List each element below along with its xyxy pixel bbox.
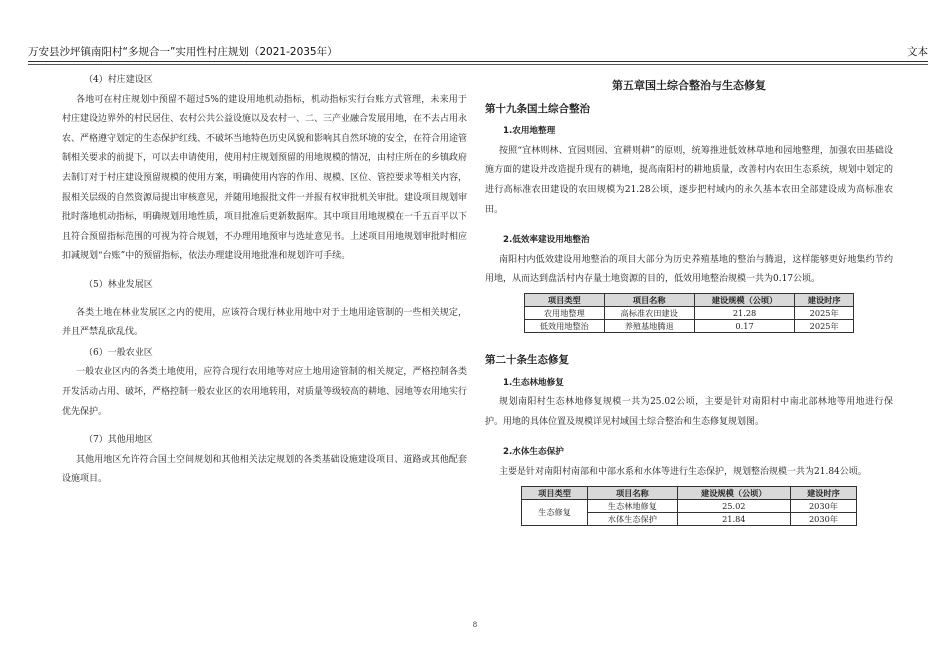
table-cell: 农用地整理	[525, 306, 605, 319]
table-cell: 2025年	[795, 319, 854, 332]
forestry-paragraph: 各类土地在林业发展区之内的使用，应该符合现行林业用地中对于土地用途管制的一些相关规定，并且严禁乱砍乱伐。	[62, 307, 467, 338]
other-land-heading: （7）其他用地区	[84, 435, 153, 446]
table-cell: 0.17	[694, 319, 795, 332]
village-construction-paragraph: 各地可在村庄规划中预留不超过5%的建设用地机动指标，机动指标实行台账方式管理，未来用于村庄建设边界外的村民居住、农村公共公益设施以及农村一、二、三产业融合发展用地，在不去占用永农、严格遵守划定的生态保护红线、不破坏当地特色历史风貌和影响其自然环境的安全，在符合用途管制相关要求的前提下，可以去申请使用，使用村庄规划预留的用地规模的情况，由村庄所在的乡镇政府去制订对于村庄建设预留规模的使用方案，明确使用内容的作用、规模、区位、管控要求等相关内容，报相关层级的自然资源局提出审核意见，并随用地报批文件一并报有权审批机关审批。建设项目规划审批时落地机动指标，明确规划用地性质，项目批准后更新数据库。其中项目用地规模在一千五百平以下且符合预留指标范围的可视为符合规划，不办理用地预审与选址意见书。上述项目用地规划审批时相应扣减规划“台账”中的预留指标，依法办理建设用地批准和规划许可手续。	[62, 94, 468, 262]
table-cell: 高标准农田建设	[604, 306, 694, 319]
table-row	[525, 306, 854, 319]
table-cell: 25.02	[677, 499, 790, 512]
table-header-row	[525, 293, 854, 306]
table-cell: 水体生态保护	[588, 512, 678, 525]
table-header-cell: 项目名称	[604, 293, 694, 306]
farmland-consolidation-paragraph: 按照“宜林则林、宜园则园、宜耕则耕”的原则，统筹推进低效林草地和园地整理，加强农田基础设施方面的建设并改造提升现有的耕地，提高南阳村的耕地质量，改善村内农田生态系统，规划中划定的进行高标准农田建设的农田规模为21.28公顷，逐步把村域内的永久基本农田全部建设成为高标准农田。	[485, 145, 893, 215]
table-cell: 低效用地整治	[525, 319, 605, 332]
ecological-restoration-table	[521, 486, 857, 526]
table-cell: 2025年	[795, 306, 854, 319]
water-protection-title: 2.水体生态保护	[503, 447, 564, 458]
table-header-cell: 建设时序	[795, 293, 854, 306]
table-row	[525, 319, 854, 332]
table-header-cell: 建设规模（公顷）	[694, 293, 795, 306]
water-protection-paragraph: 主要是针对南阳村南部和中部水系和水体等进行生态保护，规划整治规模一共为21.84公顷。	[499, 466, 867, 477]
inefficient-land-title: 2.低效率建设用地整治	[503, 235, 590, 246]
table-cell: 2030年	[790, 499, 856, 512]
table-cell: 2030年	[790, 512, 856, 525]
other-land-paragraph: 其他用地区允许符合国土空间规划和其他相关法定规划的各类基础设施建设项目、道路或其他配套设施项目。	[62, 454, 467, 485]
village-construction-heading: （4）村庄建设区	[84, 75, 153, 85]
table-header-row	[522, 486, 857, 499]
table-header-cell: 项目名称	[588, 486, 678, 499]
forestry-heading: （5）林业发展区	[84, 279, 153, 290]
farmland-paragraph: 一般农业区内的各类土地使用，应符合现行农用地等对应土地用途管制的相关规定，严格控制各类开发活动占用、破坏，严格控制一般农业区的农用地转用，对质量等级较高的耕地、园地等农用地实行优先保护。	[62, 367, 468, 417]
farmland-heading: （6）一般农业区	[84, 347, 153, 358]
page-header	[28, 38, 928, 60]
inefficient-land-paragraph: 南阳村内低效建设用地整治的项目大部分为历史养殖基地的整治与腾退，这样能够更好地集约节约用地，从而达到盘活村内存量土地资源的目的，低效用地整治规模一共为0.17公顷。	[485, 254, 893, 285]
article-20-title: 第二十条生态修复	[485, 353, 569, 366]
table-cell: 生态修复	[522, 499, 588, 525]
table-cell: 生态林地修复	[588, 499, 678, 512]
table-header-cell: 建设时序	[790, 486, 856, 499]
document-type-label: 文本	[907, 46, 928, 58]
farmland-consolidation-title: 1.农用地整理	[503, 126, 556, 137]
chapter-title: 第五章国土综合整治与生态修复	[612, 79, 766, 92]
table-header-cell: 项目类型	[522, 486, 588, 499]
forest-restoration-paragraph: 规划南阳村生态林地修复规模一共为25.02公顷，主要是针对南阳村中南北部林地等用地进行保护。用地的具体位置及规模详见村域国土综合整治和生态修复规划图。	[485, 397, 893, 427]
table-cell: 养殖基地腾退	[604, 319, 694, 332]
table-cell: 21.84	[677, 512, 790, 525]
article-19-title: 第十九条国土综合整治	[485, 102, 590, 115]
header-rule-thin	[28, 64, 928, 65]
table-header-cell: 项目类型	[525, 293, 605, 306]
page-number: 8	[472, 621, 478, 629]
table-row	[522, 499, 857, 512]
right-column	[485, 70, 893, 526]
document-title: 万安县沙坪镇南阳村“多规合一”实用性村庄规划（2021-2035年）	[28, 46, 338, 58]
forest-restoration-title: 1.生态林地修复	[503, 377, 564, 388]
table-header-cell: 建设规模（公顷）	[677, 486, 790, 499]
consolidation-table	[524, 293, 854, 333]
header-rule	[28, 61, 928, 62]
table-cell: 21.28	[694, 306, 795, 319]
left-column	[62, 70, 467, 490]
